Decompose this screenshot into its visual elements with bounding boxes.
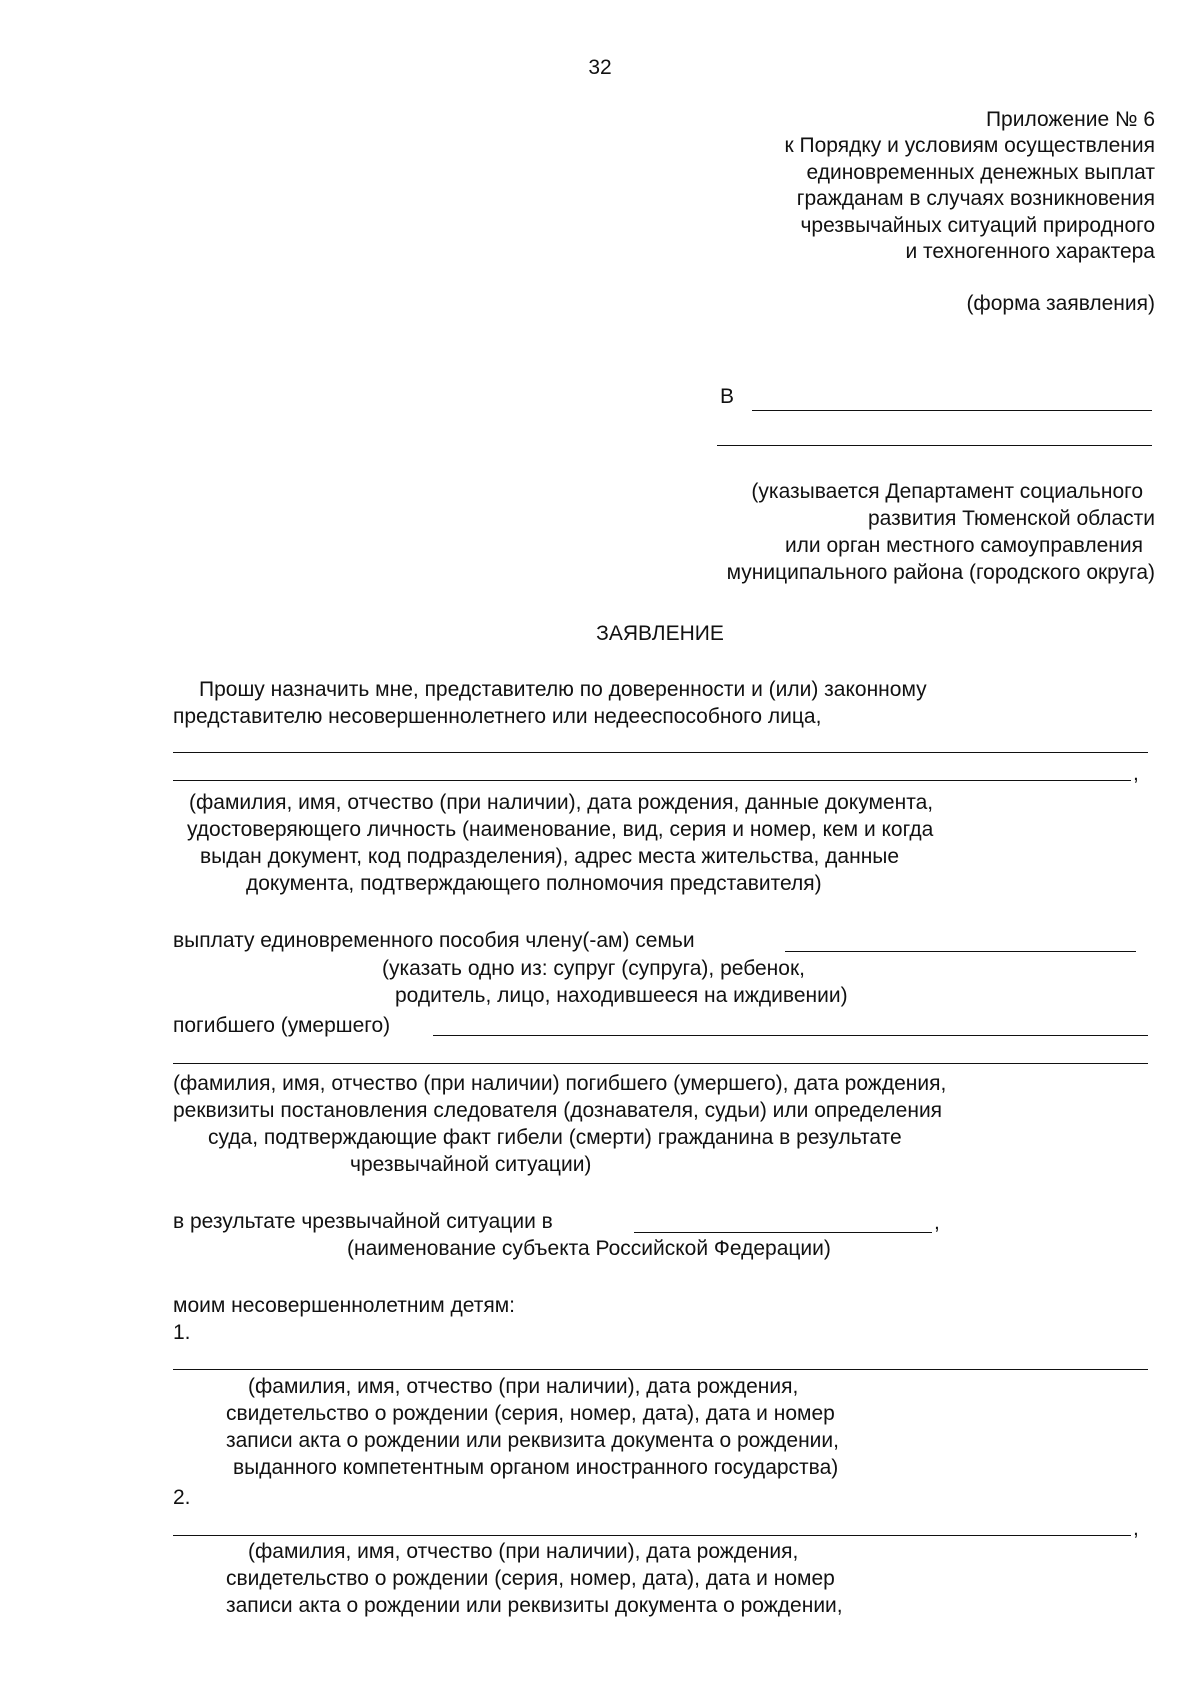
payment-hint-line: (указать одно из: супруг (супруга), ребенок, xyxy=(382,957,805,980)
region-line[interactable] xyxy=(634,1232,932,1233)
addressee-hint-line: развития Тюменской области xyxy=(867,507,1155,530)
appendix-line: к Порядку и условиям осуществления xyxy=(784,134,1155,157)
applicant-hint-line: документа, подтверждающего полномочия представителя) xyxy=(246,872,822,895)
emergency-label: в результате чрезвычайной ситуации в xyxy=(173,1210,553,1233)
deceased-line-2[interactable] xyxy=(173,1063,1148,1064)
deceased-hint-line: реквизиты постановления следователя (дознавателя, судьи) или определения xyxy=(173,1099,943,1122)
applicant-hint-line: удостоверяющего личность (наименование, вид, серия и номер, кем и когда xyxy=(187,818,934,841)
region-hint: (наименование субъекта Российской Федерации) xyxy=(347,1237,831,1260)
page-number: 32 xyxy=(588,56,612,79)
applicant-line-1[interactable] xyxy=(173,752,1148,753)
addressee-hint-line: или орган местного самоуправления xyxy=(784,534,1143,557)
child-1-line[interactable] xyxy=(173,1369,1148,1370)
appendix-line: единовременных денежных выплат xyxy=(806,161,1155,184)
request-line: Прошу назначить мне, представителю по доверенности и (или) законному xyxy=(199,678,927,701)
applicant-hint-line: (фамилия, имя, отчество (при наличии), дата рождения, данные документа, xyxy=(189,791,934,814)
child-hint-line: (фамилия, имя, отчество (при наличии), дата рождения, xyxy=(248,1540,799,1563)
child-2-line-comma: , xyxy=(1133,1517,1139,1540)
statement-heading: ЗАЯВЛЕНИЕ xyxy=(596,622,724,645)
child-hint-line: записи акта о рождении или реквизита документа о рождении, xyxy=(226,1429,839,1452)
appendix-title: Приложение № 6 xyxy=(985,108,1155,131)
appendix-line: гражданам в случаях возникновения xyxy=(796,187,1155,210)
form-note: (форма заявления) xyxy=(966,292,1155,315)
applicant-hint-line: выдан документ, код подразделения), адрес места жительства, данные xyxy=(200,845,900,868)
child-hint-line: записи акта о рождении или реквизиты документа о рождении, xyxy=(226,1594,843,1617)
appendix-line: и техногенного характера xyxy=(905,240,1155,263)
child-number: 1. xyxy=(173,1321,191,1344)
addressee-line-2[interactable] xyxy=(717,445,1152,446)
child-hint-line: (фамилия, имя, отчество (при наличии), дата рождения, xyxy=(248,1375,799,1398)
addressee-line-1[interactable] xyxy=(752,410,1152,411)
family-member-line[interactable] xyxy=(785,951,1136,952)
deceased-hint-line: чрезвычайной ситуации) xyxy=(350,1153,592,1176)
child-hint-line: свидетельство о рождении (серия, номер, дата), дата и номер xyxy=(226,1402,835,1425)
payment-label: выплату единовременного пособия члену(-ам) семьи xyxy=(173,929,695,952)
payment-hint-line: родитель, лицо, находившееся на иждивении) xyxy=(395,984,848,1007)
addressee-hint-line: (указывается Департамент социального xyxy=(751,480,1143,503)
deceased-hint-line: (фамилия, имя, отчество (при наличии) погибшего (умершего), дата рождения, xyxy=(173,1072,947,1095)
children-label: моим несовершеннолетним детям: xyxy=(173,1294,515,1317)
applicant-line-comma: , xyxy=(1133,762,1139,785)
deceased-label: погибшего (умершего) xyxy=(173,1014,391,1037)
request-line: представителю несовершеннолетнего или недееспособного лица, xyxy=(173,705,822,728)
appendix-line: чрезвычайных ситуаций природного xyxy=(800,214,1155,237)
child-hint-line: свидетельство о рождении (серия, номер, дата), дата и номер xyxy=(226,1567,835,1590)
deceased-hint-line: суда, подтверждающие факт гибели (смерти) гражданина в результате xyxy=(208,1126,902,1149)
child-number: 2. xyxy=(173,1486,191,1509)
child-2-line[interactable] xyxy=(173,1535,1131,1536)
applicant-line-2[interactable] xyxy=(173,780,1131,781)
deceased-line-1[interactable] xyxy=(433,1035,1148,1036)
region-line-comma: , xyxy=(934,1211,940,1234)
addressee-hint-line: муниципального района (городского округа) xyxy=(726,561,1155,584)
child-hint-line: выданного компетентным органом иностранного государства) xyxy=(233,1456,839,1479)
addressee-prefix: В xyxy=(720,385,735,408)
